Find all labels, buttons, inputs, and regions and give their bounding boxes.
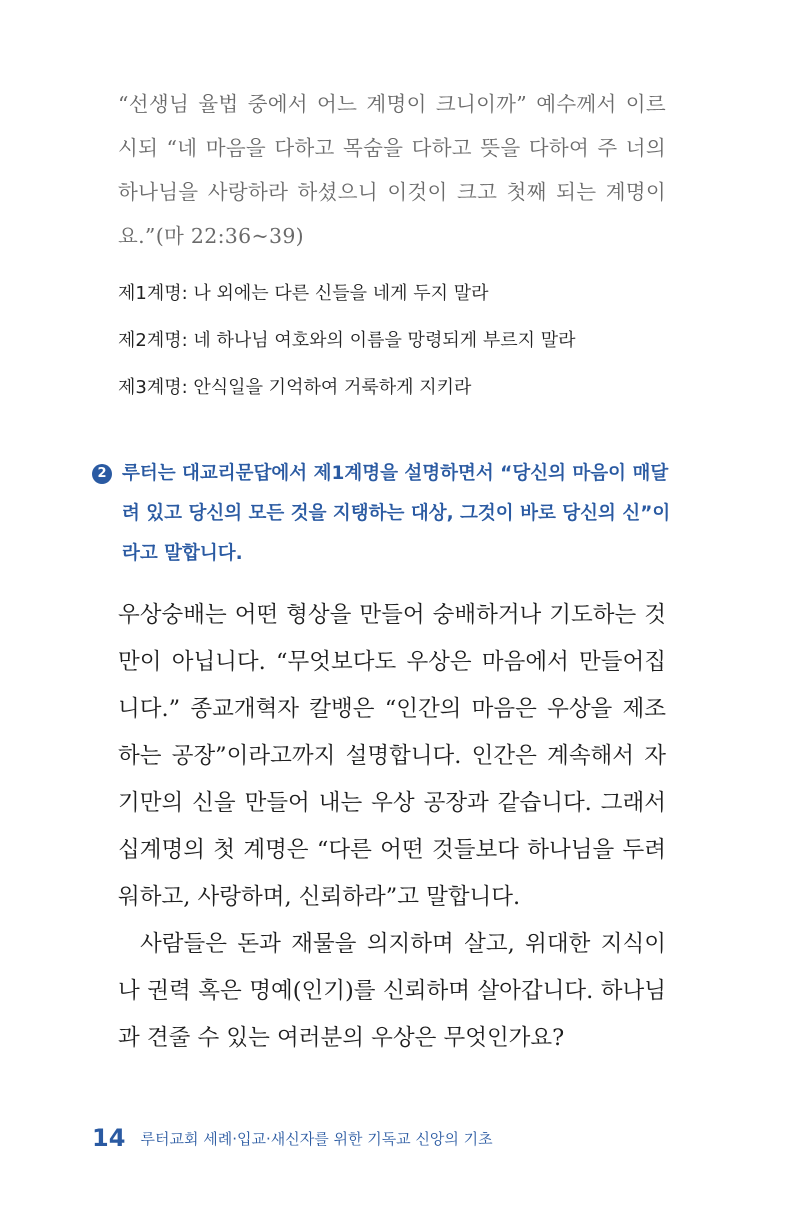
commandments-list bbox=[118, 270, 576, 411]
page-footer bbox=[92, 1124, 493, 1152]
body-paragraph-1: 우상숭배는 어떤 형상을 만들어 숭배하거나 기도하는 것만이 아닙니다. “무엇보다도 우상은 마음에서 만들어집니다.” 종교개혁자 칼뱅은 “인간의 마음은 우상을 제조하는 공장”이라고까지 설명합니다. 인간은 계속해서 자기만의 신을 만들어 내는 우상 공장과 같습니다. 그래서 십계명의 첫 계명은 “다른 어떤 것들보다 하나님을 두려워하고, 사랑하며, 신뢰하라”고 말합니다. bbox=[118, 602, 666, 910]
book-title: 루터교회 세례·입교·새신자를 위한 기독교 신앙의 기초 bbox=[140, 1129, 493, 1148]
body-text bbox=[118, 592, 666, 1062]
key-point bbox=[92, 454, 672, 574]
point-text: 루터는 대교리문답에서 제1계명을 설명하면서 “당신의 마음이 매달려 있고 당신의 모든 것을 지탱하는 대상, 그것이 바로 당신의 신”이라고 말합니다. bbox=[122, 463, 671, 564]
scripture-quote: “선생님 율법 중에서 어느 계명이 크니이까” 예수께서 이르시되 “네 마음을 다하고 목숨을 다하고 뜻을 다하여 주 너의 하나님을 사랑하라 하셨으니 이것이 크고 첫째 되는 계명이요.”(마 22:36~39) bbox=[118, 92, 666, 248]
point-number-badge: 2 bbox=[92, 464, 112, 484]
commandment-3: 제3계명: 안식일을 기억하여 거룩하게 지키라 bbox=[118, 377, 472, 398]
body-paragraph-2: 사람들은 돈과 재물을 의지하며 살고, 위대한 지식이나 권력 혹은 명예(인기)를 신뢰하며 살아갑니다. 하나님과 견줄 수 있는 여러분의 우상은 무엇인가요? bbox=[118, 931, 666, 1051]
page-number: 14 bbox=[92, 1124, 126, 1152]
commandment-1: 제1계명: 나 외에는 다른 신들을 네게 두지 말라 bbox=[118, 283, 489, 304]
commandment-2: 제2계명: 네 하나님 여호와의 이름을 망령되게 부르지 말라 bbox=[118, 330, 576, 351]
